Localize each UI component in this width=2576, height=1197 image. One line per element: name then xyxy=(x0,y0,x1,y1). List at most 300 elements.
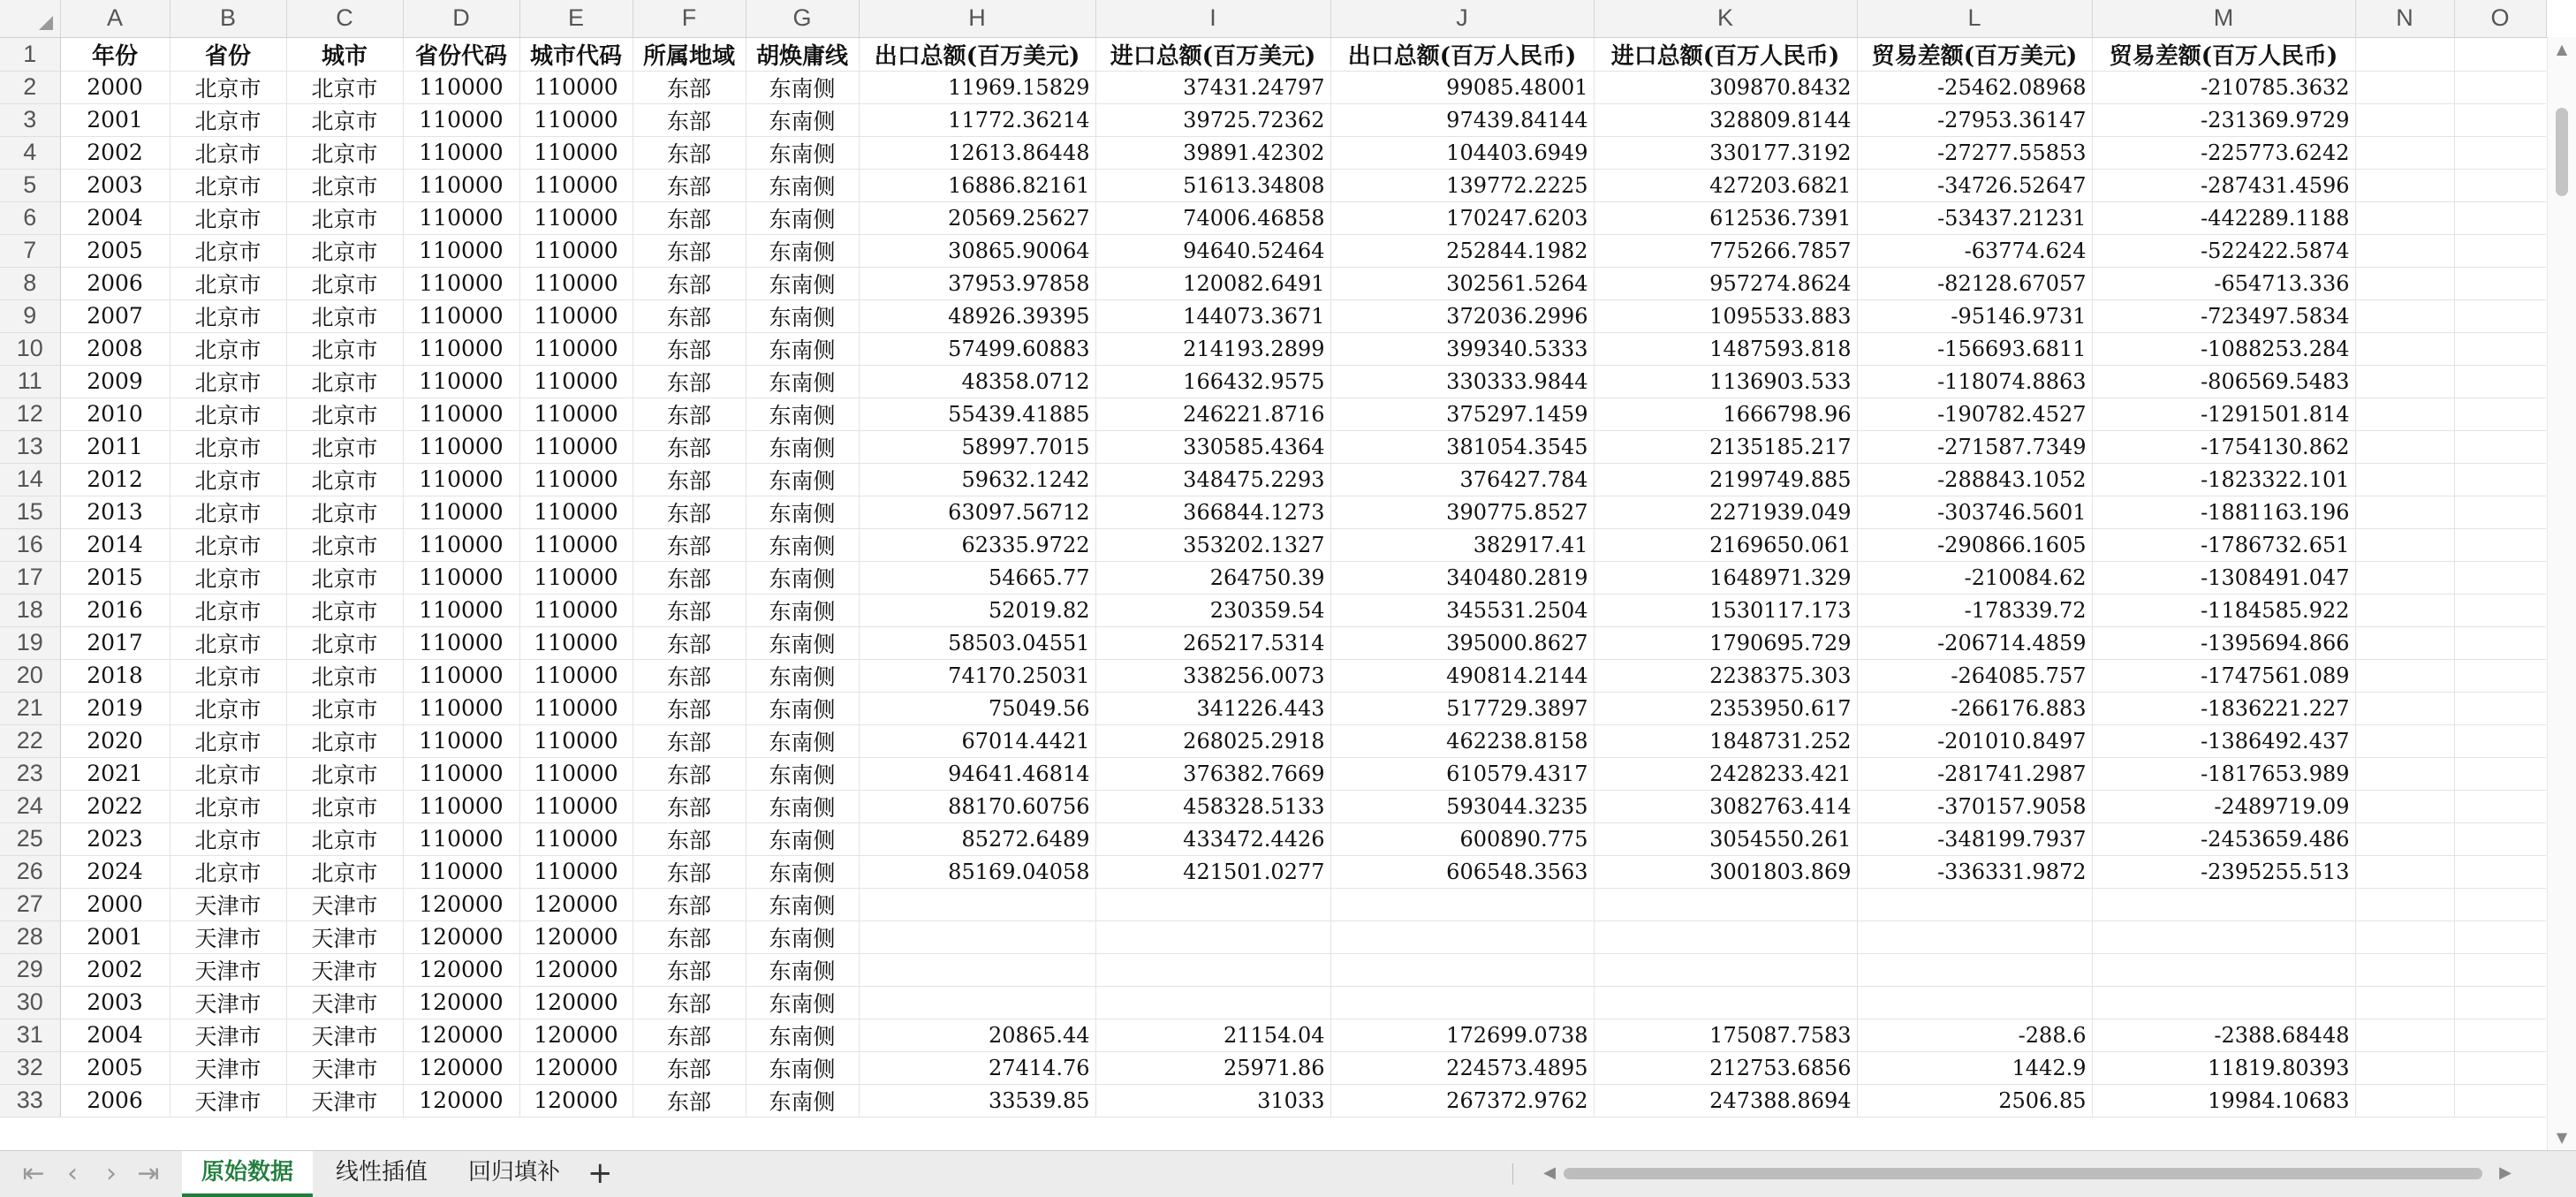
cell[interactable]: -806569.5483 xyxy=(2092,365,2355,398)
column-title-cell[interactable]: 城市代码 xyxy=(519,37,633,71)
cell[interactable] xyxy=(2454,201,2546,234)
cell[interactable]: 2021 xyxy=(60,757,170,790)
cell[interactable]: 东部 xyxy=(633,659,746,692)
cell[interactable]: 东部 xyxy=(633,822,746,855)
cell[interactable]: 427203.6821 xyxy=(1594,169,1857,201)
next-sheet-icon[interactable]: › xyxy=(106,1158,117,1189)
select-all-corner[interactable] xyxy=(0,0,60,37)
cell[interactable]: 19984.10683 xyxy=(2092,1084,2355,1117)
cell[interactable]: 2010 xyxy=(60,398,170,430)
cell[interactable] xyxy=(2355,855,2454,888)
cell[interactable]: -348199.7937 xyxy=(1857,822,2092,855)
cell[interactable]: -290866.1605 xyxy=(1857,528,2092,561)
cell[interactable]: 37431.24797 xyxy=(1095,71,1330,103)
scroll-left-icon[interactable]: ◀ xyxy=(1543,1163,1556,1182)
cell[interactable]: 58503.04551 xyxy=(859,626,1095,659)
cell[interactable]: 85272.6489 xyxy=(859,822,1095,855)
row-header[interactable]: 33 xyxy=(0,1084,60,1117)
cell[interactable] xyxy=(2355,496,2454,528)
cell[interactable]: 东南侧 xyxy=(746,822,859,855)
cell[interactable]: 北京市 xyxy=(170,594,286,626)
cell[interactable]: -264085.757 xyxy=(1857,659,2092,692)
cell[interactable]: 366844.1273 xyxy=(1095,496,1330,528)
cell[interactable]: 北京市 xyxy=(170,822,286,855)
cell[interactable]: 北京市 xyxy=(170,103,286,136)
cell[interactable]: -1747561.089 xyxy=(2092,659,2355,692)
cell[interactable]: 北京市 xyxy=(170,267,286,299)
cell[interactable] xyxy=(2454,594,2546,626)
cell[interactable]: 30865.90064 xyxy=(859,234,1095,267)
cell[interactable]: 天津市 xyxy=(170,1019,286,1051)
cell[interactable]: 330585.4364 xyxy=(1095,430,1330,463)
cell[interactable]: 97439.84144 xyxy=(1330,103,1594,136)
cell[interactable] xyxy=(2454,986,2546,1019)
cell[interactable]: 2019 xyxy=(60,692,170,724)
cell[interactable]: 490814.2144 xyxy=(1330,659,1594,692)
cell[interactable]: 2006 xyxy=(60,1084,170,1117)
row-header[interactable]: 7 xyxy=(0,234,60,267)
cell[interactable]: 55439.41885 xyxy=(859,398,1095,430)
column-title-cell[interactable]: 进口总额(百万美元) xyxy=(1095,37,1330,71)
cell[interactable]: 51613.34808 xyxy=(1095,169,1330,201)
cell[interactable]: 东部 xyxy=(633,790,746,822)
cell[interactable]: -1823322.101 xyxy=(2092,463,2355,496)
row-header[interactable]: 12 xyxy=(0,398,60,430)
cell[interactable]: -210084.62 xyxy=(1857,561,2092,594)
vertical-scroll-thumb[interactable] xyxy=(2556,108,2568,196)
cell[interactable]: -1088253.284 xyxy=(2092,332,2355,365)
cell[interactable]: -118074.8863 xyxy=(1857,365,2092,398)
horizontal-scrollbar[interactable] xyxy=(1537,1160,2518,1186)
cell[interactable]: 104403.6949 xyxy=(1330,136,1594,169)
row-header[interactable]: 23 xyxy=(0,757,60,790)
cell[interactable]: 54665.77 xyxy=(859,561,1095,594)
cell[interactable]: 北京市 xyxy=(170,299,286,332)
cell[interactable]: -63774.624 xyxy=(1857,234,2092,267)
cell[interactable]: 北京市 xyxy=(170,365,286,398)
cell[interactable]: 110000 xyxy=(403,201,519,234)
row-header[interactable]: 32 xyxy=(0,1051,60,1084)
column-header-b[interactable]: B xyxy=(170,0,286,37)
cell[interactable]: 2169650.061 xyxy=(1594,528,1857,561)
cell[interactable]: -271587.7349 xyxy=(1857,430,2092,463)
cell[interactable] xyxy=(859,888,1095,920)
cell[interactable]: 2005 xyxy=(60,234,170,267)
cell[interactable]: 东南侧 xyxy=(746,920,859,953)
cell[interactable]: 北京市 xyxy=(286,626,403,659)
cell[interactable]: -1754130.862 xyxy=(2092,430,2355,463)
cell[interactable]: 天津市 xyxy=(170,953,286,986)
cell[interactable]: 东南侧 xyxy=(746,659,859,692)
cell[interactable]: 110000 xyxy=(519,626,633,659)
cell[interactable]: 48358.0712 xyxy=(859,365,1095,398)
cell[interactable]: 东南侧 xyxy=(746,201,859,234)
cell[interactable]: -288.6 xyxy=(1857,1019,2092,1051)
cell[interactable]: 东南侧 xyxy=(746,692,859,724)
row-header[interactable]: 5 xyxy=(0,169,60,201)
cell[interactable]: 东部 xyxy=(633,71,746,103)
cell[interactable] xyxy=(2092,920,2355,953)
cell[interactable] xyxy=(2355,692,2454,724)
cell[interactable]: 144073.3671 xyxy=(1095,299,1330,332)
cell[interactable]: 88170.60756 xyxy=(859,790,1095,822)
cell[interactable]: 北京市 xyxy=(286,234,403,267)
cell[interactable]: 462238.8158 xyxy=(1330,724,1594,757)
cell[interactable] xyxy=(2454,267,2546,299)
cell[interactable]: 2000 xyxy=(60,888,170,920)
cell[interactable]: 120000 xyxy=(403,986,519,1019)
cell[interactable]: -442289.1188 xyxy=(2092,201,2355,234)
cell[interactable]: 北京市 xyxy=(170,724,286,757)
cell[interactable]: 东部 xyxy=(633,463,746,496)
cell[interactable] xyxy=(2454,888,2546,920)
cell[interactable]: -654713.336 xyxy=(2092,267,2355,299)
cell[interactable] xyxy=(2454,1084,2546,1117)
cell[interactable]: 天津市 xyxy=(286,953,403,986)
cell[interactable]: 2012 xyxy=(60,463,170,496)
cell[interactable]: 东南侧 xyxy=(746,888,859,920)
cell[interactable] xyxy=(2454,790,2546,822)
cell[interactable]: 东部 xyxy=(633,234,746,267)
cell[interactable]: 120082.6491 xyxy=(1095,267,1330,299)
cell[interactable]: 120000 xyxy=(403,1084,519,1117)
row-header[interactable]: 24 xyxy=(0,790,60,822)
cell[interactable]: 94640.52464 xyxy=(1095,234,1330,267)
cell[interactable]: 北京市 xyxy=(286,71,403,103)
cell[interactable]: -82128.67057 xyxy=(1857,267,2092,299)
cell[interactable]: 395000.8627 xyxy=(1330,626,1594,659)
prev-sheet-icon[interactable]: ‹ xyxy=(67,1158,78,1189)
cell[interactable]: 33539.85 xyxy=(859,1084,1095,1117)
cell[interactable]: -1395694.866 xyxy=(2092,626,2355,659)
cell[interactable]: 957274.8624 xyxy=(1594,267,1857,299)
cell[interactable]: 2004 xyxy=(60,201,170,234)
cell[interactable] xyxy=(2092,953,2355,986)
cell[interactable]: 268025.2918 xyxy=(1095,724,1330,757)
cell[interactable]: 北京市 xyxy=(170,169,286,201)
cell[interactable]: 东部 xyxy=(633,430,746,463)
cell[interactable]: 110000 xyxy=(519,724,633,757)
cell[interactable]: 北京市 xyxy=(286,528,403,561)
row-header[interactable]: 6 xyxy=(0,201,60,234)
cell[interactable]: 120000 xyxy=(519,953,633,986)
cell[interactable]: 110000 xyxy=(403,430,519,463)
cell[interactable]: -210785.3632 xyxy=(2092,71,2355,103)
cell[interactable]: 2009 xyxy=(60,365,170,398)
cell[interactable]: 3082763.414 xyxy=(1594,790,1857,822)
cell[interactable]: 2014 xyxy=(60,528,170,561)
cell[interactable]: -266176.883 xyxy=(1857,692,2092,724)
cell[interactable]: 2238375.303 xyxy=(1594,659,1857,692)
cell[interactable]: -1786732.651 xyxy=(2092,528,2355,561)
cell[interactable]: -190782.4527 xyxy=(1857,398,2092,430)
cell[interactable]: 东部 xyxy=(633,757,746,790)
cell[interactable]: 433472.4426 xyxy=(1095,822,1330,855)
cell[interactable]: 3001803.869 xyxy=(1594,855,1857,888)
cell[interactable]: 东南侧 xyxy=(746,1051,859,1084)
cell[interactable]: 东部 xyxy=(633,561,746,594)
cell[interactable]: 天津市 xyxy=(170,986,286,1019)
cell[interactable]: 110000 xyxy=(403,463,519,496)
cell[interactable]: 110000 xyxy=(519,365,633,398)
cell[interactable]: 2004 xyxy=(60,1019,170,1051)
row-header[interactable]: 15 xyxy=(0,496,60,528)
cell[interactable]: 东部 xyxy=(633,594,746,626)
cell[interactable]: -53437.21231 xyxy=(1857,201,2092,234)
cell[interactable]: 110000 xyxy=(403,267,519,299)
row-header[interactable]: 9 xyxy=(0,299,60,332)
cell[interactable]: 北京市 xyxy=(286,561,403,594)
cell[interactable]: 74006.46858 xyxy=(1095,201,1330,234)
cell[interactable]: 北京市 xyxy=(170,692,286,724)
cell[interactable] xyxy=(2355,986,2454,1019)
cell[interactable] xyxy=(1857,888,2092,920)
cell[interactable]: -156693.6811 xyxy=(1857,332,2092,365)
cell[interactable] xyxy=(859,986,1095,1019)
cell[interactable] xyxy=(2454,71,2546,103)
column-header-c[interactable]: C xyxy=(286,0,403,37)
cell[interactable]: 东部 xyxy=(633,1051,746,1084)
cell[interactable]: 天津市 xyxy=(170,888,286,920)
cell[interactable]: 东南侧 xyxy=(746,365,859,398)
cell[interactable]: 北京市 xyxy=(286,398,403,430)
cell[interactable] xyxy=(2355,953,2454,986)
cell[interactable]: 东南侧 xyxy=(746,626,859,659)
cell[interactable]: 1790695.729 xyxy=(1594,626,1857,659)
cell[interactable]: 610579.4317 xyxy=(1330,757,1594,790)
cell[interactable]: 东部 xyxy=(633,1084,746,1117)
cell[interactable]: 东部 xyxy=(633,528,746,561)
cell[interactable]: 247388.8694 xyxy=(1594,1084,1857,1117)
row-header[interactable]: 22 xyxy=(0,724,60,757)
cell[interactable]: 北京市 xyxy=(170,757,286,790)
cell[interactable]: 东南侧 xyxy=(746,136,859,169)
cell[interactable]: 北京市 xyxy=(170,234,286,267)
cell[interactable]: 16886.82161 xyxy=(859,169,1095,201)
cell[interactable]: 265217.5314 xyxy=(1095,626,1330,659)
cell[interactable] xyxy=(2355,267,2454,299)
cell[interactable]: 东部 xyxy=(633,332,746,365)
column-header-a[interactable]: A xyxy=(60,0,170,37)
cell[interactable]: 东部 xyxy=(633,953,746,986)
cell[interactable]: 302561.5264 xyxy=(1330,267,1594,299)
cell[interactable]: 东南侧 xyxy=(746,398,859,430)
cell[interactable]: -522422.5874 xyxy=(2092,234,2355,267)
cell[interactable]: 北京市 xyxy=(170,332,286,365)
cell[interactable]: 北京市 xyxy=(286,463,403,496)
cell[interactable]: 58997.7015 xyxy=(859,430,1095,463)
cell[interactable]: 东南侧 xyxy=(746,71,859,103)
cell[interactable] xyxy=(2454,169,2546,201)
row-header[interactable]: 25 xyxy=(0,822,60,855)
cell[interactable]: 北京市 xyxy=(170,528,286,561)
cell[interactable]: 东南侧 xyxy=(746,594,859,626)
column-title-cell[interactable]: 省份 xyxy=(170,37,286,71)
cell[interactable]: 天津市 xyxy=(286,1051,403,1084)
cell[interactable]: 376427.784 xyxy=(1330,463,1594,496)
column-title-cell[interactable] xyxy=(2355,37,2454,71)
cell[interactable]: 2271939.049 xyxy=(1594,496,1857,528)
cell[interactable]: 北京市 xyxy=(170,561,286,594)
cell[interactable] xyxy=(2454,724,2546,757)
cell[interactable]: 2002 xyxy=(60,136,170,169)
cell[interactable] xyxy=(2454,561,2546,594)
cell[interactable]: 东南侧 xyxy=(746,299,859,332)
column-header-i[interactable]: I xyxy=(1095,0,1330,37)
cell[interactable]: -34726.52647 xyxy=(1857,169,2092,201)
cell[interactable]: 11772.36214 xyxy=(859,103,1095,136)
row-header[interactable]: 1 xyxy=(0,37,60,71)
cell[interactable]: 东部 xyxy=(633,496,746,528)
row-header[interactable]: 8 xyxy=(0,267,60,299)
column-title-cell[interactable]: 出口总额(百万美元) xyxy=(859,37,1095,71)
column-header-m[interactable]: M xyxy=(2092,0,2355,37)
cell[interactable]: 120000 xyxy=(403,888,519,920)
cell[interactable]: 110000 xyxy=(519,855,633,888)
cell[interactable]: 110000 xyxy=(519,822,633,855)
cell[interactable]: 37953.97858 xyxy=(859,267,1095,299)
cell[interactable]: 110000 xyxy=(519,332,633,365)
cell[interactable]: 1648971.329 xyxy=(1594,561,1857,594)
row-header[interactable]: 16 xyxy=(0,528,60,561)
cell[interactable]: 110000 xyxy=(519,103,633,136)
cell[interactable] xyxy=(1095,888,1330,920)
cell[interactable]: 东部 xyxy=(633,986,746,1019)
cell[interactable]: 东南侧 xyxy=(746,267,859,299)
row-header[interactable]: 2 xyxy=(0,71,60,103)
cell[interactable]: 57499.60883 xyxy=(859,332,1095,365)
scroll-down-icon[interactable]: ▼ xyxy=(2556,1129,2568,1146)
cell[interactable]: 264750.39 xyxy=(1095,561,1330,594)
cell[interactable]: 110000 xyxy=(519,71,633,103)
cell[interactable]: 110000 xyxy=(519,136,633,169)
cell[interactable]: 2001 xyxy=(60,103,170,136)
cell[interactable]: 天津市 xyxy=(286,986,403,1019)
cell[interactable]: 110000 xyxy=(403,169,519,201)
cell[interactable]: 330333.9844 xyxy=(1330,365,1594,398)
cell[interactable]: 东南侧 xyxy=(746,561,859,594)
cell[interactable]: 东南侧 xyxy=(746,855,859,888)
cell[interactable]: 338256.0073 xyxy=(1095,659,1330,692)
cell[interactable]: 267372.9762 xyxy=(1330,1084,1594,1117)
cell[interactable]: 175087.7583 xyxy=(1594,1019,1857,1051)
cell[interactable]: 110000 xyxy=(403,299,519,332)
cell[interactable]: -1291501.814 xyxy=(2092,398,2355,430)
cell[interactable] xyxy=(2454,234,2546,267)
cell[interactable]: 110000 xyxy=(403,724,519,757)
cell[interactable] xyxy=(2092,888,2355,920)
cell[interactable] xyxy=(2355,888,2454,920)
cell[interactable]: 20865.44 xyxy=(859,1019,1095,1051)
cell[interactable]: 2006 xyxy=(60,267,170,299)
cell[interactable] xyxy=(1594,920,1857,953)
cell[interactable] xyxy=(2355,594,2454,626)
cell[interactable]: 110000 xyxy=(403,757,519,790)
row-header[interactable]: 11 xyxy=(0,365,60,398)
cell[interactable]: -95146.9731 xyxy=(1857,299,2092,332)
cell[interactable]: 2018 xyxy=(60,659,170,692)
cell[interactable]: 东部 xyxy=(633,888,746,920)
cell[interactable] xyxy=(2454,953,2546,986)
cell[interactable]: 110000 xyxy=(403,855,519,888)
cell[interactable] xyxy=(2355,136,2454,169)
cell[interactable] xyxy=(2355,365,2454,398)
cell[interactable]: 94641.46814 xyxy=(859,757,1095,790)
cell[interactable] xyxy=(2454,1051,2546,1084)
cell[interactable]: 1136903.533 xyxy=(1594,365,1857,398)
cell[interactable]: 东南侧 xyxy=(746,169,859,201)
cell[interactable]: -2388.68448 xyxy=(2092,1019,2355,1051)
cell[interactable]: 120000 xyxy=(519,888,633,920)
cell[interactable]: 21154.04 xyxy=(1095,1019,1330,1051)
row-header[interactable]: 29 xyxy=(0,953,60,986)
cell[interactable] xyxy=(2454,692,2546,724)
cell[interactable] xyxy=(1330,986,1594,1019)
cell[interactable]: 120000 xyxy=(519,1019,633,1051)
cell[interactable] xyxy=(2355,332,2454,365)
cell[interactable]: 212753.6856 xyxy=(1594,1051,1857,1084)
cell[interactable]: 东南侧 xyxy=(746,430,859,463)
cell[interactable]: 27414.76 xyxy=(859,1051,1095,1084)
cell[interactable]: 110000 xyxy=(403,822,519,855)
row-header[interactable]: 18 xyxy=(0,594,60,626)
cell[interactable]: 139772.2225 xyxy=(1330,169,1594,201)
cell[interactable] xyxy=(1594,953,1857,986)
cell[interactable] xyxy=(2454,103,2546,136)
cell[interactable]: 2353950.617 xyxy=(1594,692,1857,724)
cell[interactable] xyxy=(859,953,1095,986)
row-header[interactable]: 26 xyxy=(0,855,60,888)
cell[interactable]: 东南侧 xyxy=(746,953,859,986)
row-header[interactable]: 4 xyxy=(0,136,60,169)
cell[interactable] xyxy=(2454,1019,2546,1051)
cell[interactable]: 62335.9722 xyxy=(859,528,1095,561)
cell[interactable]: 东南侧 xyxy=(746,1084,859,1117)
cell[interactable]: 67014.4421 xyxy=(859,724,1095,757)
cell[interactable]: -281741.2987 xyxy=(1857,757,2092,790)
column-header-e[interactable]: E xyxy=(519,0,633,37)
cell[interactable]: 600890.775 xyxy=(1330,822,1594,855)
cell[interactable] xyxy=(2355,299,2454,332)
cell[interactable] xyxy=(1857,920,2092,953)
cell[interactable]: 110000 xyxy=(403,528,519,561)
cell[interactable] xyxy=(2355,463,2454,496)
cell[interactable]: 120000 xyxy=(403,920,519,953)
cell[interactable]: 北京市 xyxy=(286,692,403,724)
cell[interactable]: 北京市 xyxy=(286,594,403,626)
column-header-k[interactable]: K xyxy=(1594,0,1857,37)
row-header[interactable]: 27 xyxy=(0,888,60,920)
cell[interactable] xyxy=(2355,757,2454,790)
cell[interactable]: 48926.39395 xyxy=(859,299,1095,332)
cell[interactable]: 北京市 xyxy=(286,365,403,398)
cell[interactable]: 110000 xyxy=(519,463,633,496)
cell[interactable] xyxy=(1594,888,1857,920)
cell[interactable]: 120000 xyxy=(519,986,633,1019)
cell[interactable]: 20569.25627 xyxy=(859,201,1095,234)
cell[interactable]: 2428233.421 xyxy=(1594,757,1857,790)
cell[interactable]: 110000 xyxy=(403,496,519,528)
cell[interactable]: 74170.25031 xyxy=(859,659,1095,692)
cell[interactable] xyxy=(2454,299,2546,332)
row-header[interactable]: 28 xyxy=(0,920,60,953)
cell[interactable]: 458328.5133 xyxy=(1095,790,1330,822)
row-header[interactable]: 31 xyxy=(0,1019,60,1051)
column-header-n[interactable]: N xyxy=(2355,0,2454,37)
cell[interactable]: 天津市 xyxy=(170,1084,286,1117)
cell[interactable]: -27277.55853 xyxy=(1857,136,2092,169)
cell[interactable]: 2002 xyxy=(60,953,170,986)
